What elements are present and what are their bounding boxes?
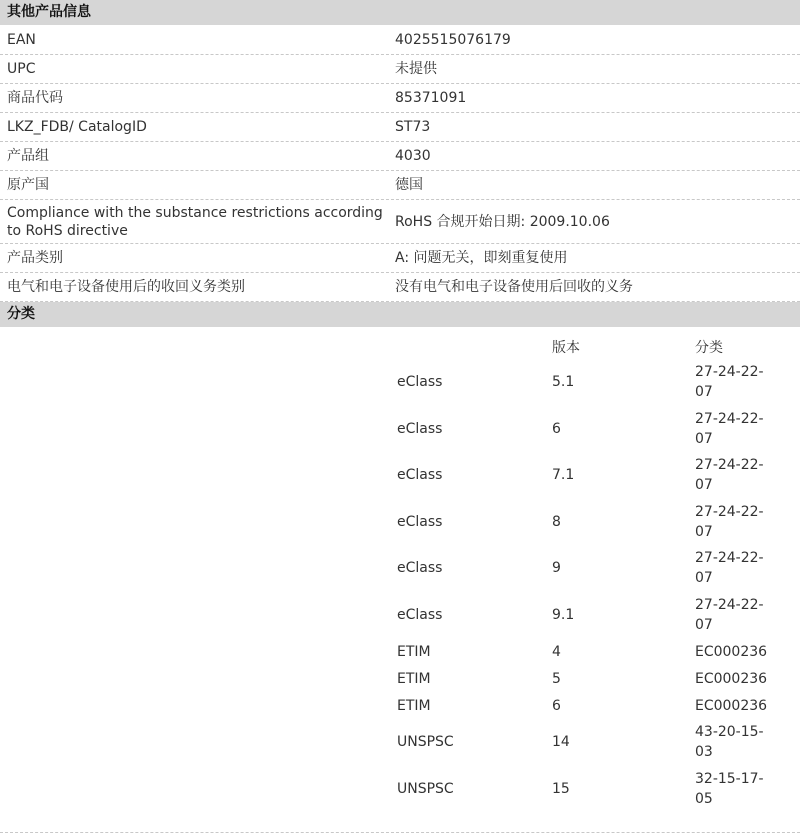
- cell-version: 14: [552, 734, 570, 751]
- cell-system: eClass: [397, 420, 443, 437]
- cell-class: [695, 766, 775, 813]
- table-row: [397, 592, 775, 639]
- info-value: 4025515076179: [395, 32, 511, 48]
- info-label: 产品类别: [7, 250, 63, 266]
- info-label: UPC: [7, 61, 36, 77]
- info-value: 4030: [395, 148, 431, 164]
- info-value: 德国: [395, 177, 423, 193]
- info-value: RoHS 合规开始日期: 2009.10.06: [395, 213, 610, 230]
- table-row: [397, 499, 775, 546]
- info-label: EAN: [7, 32, 36, 48]
- cell-class: [695, 452, 775, 499]
- cell-system: eClass: [397, 560, 443, 577]
- info-value: 85371091: [395, 90, 467, 106]
- class-code: 32-15-17-05: [695, 770, 764, 807]
- cell-system: eClass: [397, 374, 443, 391]
- info-label: 商品代码: [7, 90, 63, 106]
- info-row-upc: [0, 55, 800, 84]
- classification-table: [397, 337, 775, 812]
- table-row: [397, 545, 775, 592]
- cell-class: [695, 499, 775, 546]
- cell-system: ETIM: [397, 697, 431, 714]
- other-info-rows: [0, 25, 800, 302]
- cell-system: UNSPSC: [397, 780, 454, 797]
- info-value: 没有电气和电子设备使用后回收的义务: [395, 279, 633, 295]
- table-row: [397, 452, 775, 499]
- info-value: 未提供: [395, 61, 437, 77]
- class-code: 27-24-22-07: [695, 503, 764, 540]
- header-system: [397, 337, 552, 359]
- cell-system: ETIM: [397, 643, 431, 660]
- table-row: [397, 665, 775, 692]
- info-row-rohs: [0, 200, 800, 244]
- table-row: [397, 692, 775, 719]
- cell-system: UNSPSC: [397, 734, 454, 751]
- cell-version: 6: [552, 420, 561, 437]
- header-class: 分类: [695, 340, 723, 356]
- table-row: [397, 359, 775, 406]
- cell-version: 15: [552, 780, 570, 797]
- table-row: [397, 719, 775, 766]
- class-code: 27-24-22-07: [695, 364, 764, 401]
- class-code: 27-24-22-07: [695, 596, 764, 633]
- info-value: A: 问题无关，即刻重复使用: [395, 250, 568, 266]
- info-label: 产品组: [7, 148, 49, 164]
- cell-class: [695, 406, 775, 453]
- table-row: [397, 406, 775, 453]
- info-row-ean: [0, 26, 800, 55]
- info-row-product-class: [0, 244, 800, 273]
- cell-class: [695, 719, 775, 766]
- info-row-weee-category: [0, 273, 800, 302]
- cell-class: EC000236: [695, 670, 768, 687]
- class-code: 43-20-15-03: [695, 724, 764, 761]
- info-label: LKZ_FDB/ CatalogID: [7, 119, 147, 135]
- classification-header-row: [397, 337, 775, 359]
- info-row-catalog-id: [0, 113, 800, 142]
- cell-version: 6: [552, 697, 561, 714]
- cell-system: ETIM: [397, 670, 431, 687]
- info-row-commodity-code: [0, 84, 800, 113]
- cell-class: [695, 592, 775, 639]
- info-label: Compliance with the substance restrictions according to RoHS directive: [7, 204, 383, 239]
- cell-system: eClass: [397, 606, 443, 623]
- class-code: 27-24-22-07: [695, 457, 764, 494]
- info-label: 电气和电子设备使用后的收回义务类别: [7, 279, 245, 295]
- info-row-product-group: [0, 142, 800, 171]
- cell-class: EC000236: [695, 697, 768, 714]
- section-header-classifications: 分类: [0, 302, 800, 327]
- cell-version: 4: [552, 643, 561, 660]
- class-code: 27-24-22-07: [695, 550, 764, 587]
- cell-version: 5.1: [552, 374, 575, 391]
- cell-version: 8: [552, 513, 561, 530]
- table-row: [397, 766, 775, 813]
- classification-section: [0, 327, 800, 833]
- table-row: [397, 638, 775, 665]
- cell-version: 9: [552, 560, 561, 577]
- cell-version: 5: [552, 670, 561, 687]
- cell-version: 7.1: [552, 467, 575, 484]
- cell-class: [695, 545, 775, 592]
- cell-version: 9.1: [552, 606, 575, 623]
- class-code: 27-24-22-07: [695, 410, 764, 447]
- info-label: 原产国: [7, 177, 49, 193]
- cell-class: [695, 359, 775, 406]
- cell-system: eClass: [397, 467, 443, 484]
- section-header-other-info: 其他产品信息: [0, 0, 800, 25]
- cell-class: EC000236: [695, 643, 768, 660]
- header-version: 版本: [552, 340, 580, 356]
- cell-system: eClass: [397, 513, 443, 530]
- info-value: ST73: [395, 119, 431, 135]
- info-row-country-of-origin: [0, 171, 800, 200]
